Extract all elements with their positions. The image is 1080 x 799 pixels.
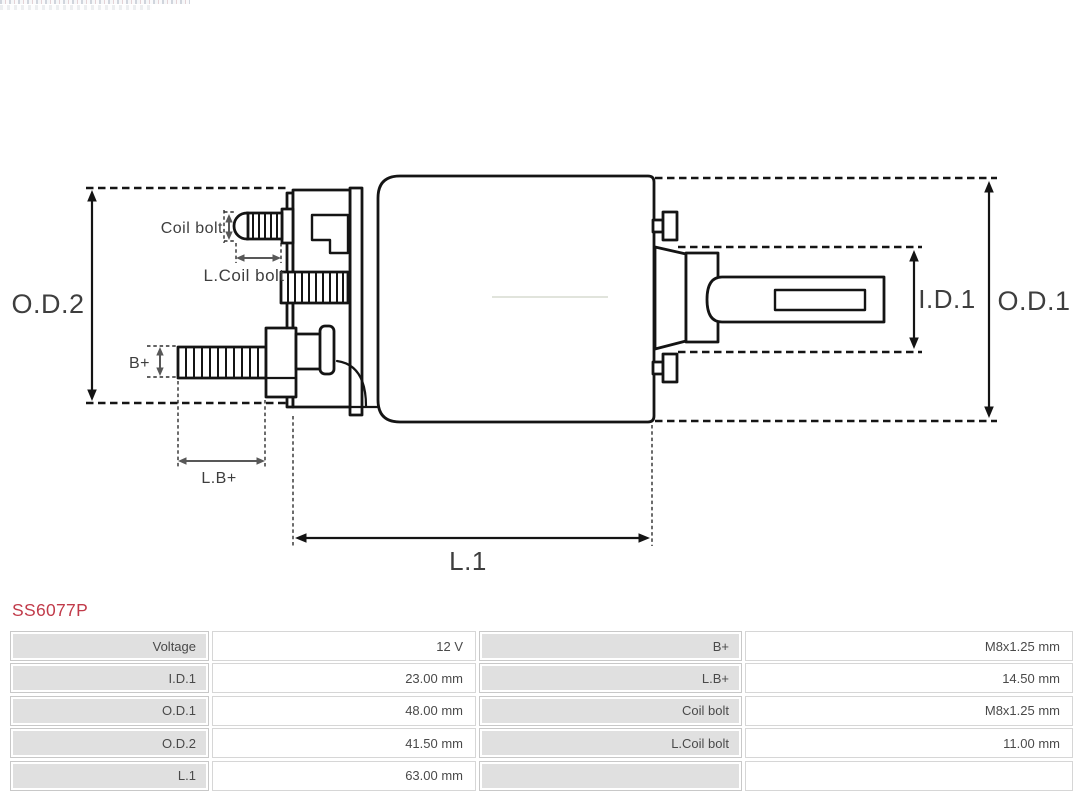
dim-label-od2: O.D.2 (11, 289, 85, 319)
spec-label-od2: O.D.2 (10, 728, 209, 758)
spec-value-od2: 41.50 mm (212, 728, 476, 758)
spec-label-bplus: B+ (479, 631, 742, 661)
spec-label-empty (479, 761, 742, 791)
spec-label-lbplus: L.B+ (479, 663, 742, 693)
dim-label-l-coil-bolt: L.Coil bolt (203, 266, 285, 285)
dim-label-l1: L.1 (449, 546, 487, 576)
dim-label-coil-bolt: Coil bolt (160, 220, 223, 237)
dimension-arrows-small (156, 214, 281, 465)
spec-label-od1: O.D.1 (10, 696, 209, 726)
spec-label-id1: I.D.1 (10, 663, 209, 693)
spec-value-empty (745, 761, 1073, 791)
spec-value-l1: 63.00 mm (212, 761, 476, 791)
spec-value-id1: 23.00 mm (212, 663, 476, 693)
part-number: SS6077P (12, 600, 89, 620)
spec-value-lbplus: 14.50 mm (745, 663, 1073, 693)
dim-label-od1: O.D.1 (997, 286, 1071, 316)
spec-value-coilbolt: M8x1.25 mm (745, 696, 1073, 726)
spec-value-voltage: 12 V (212, 631, 476, 661)
spec-label-coilbolt: Coil bolt (479, 696, 742, 726)
dim-label-l-b-plus: L.B+ (201, 470, 237, 487)
dim-label-b-plus: B+ (128, 355, 150, 372)
coil-terminal-bushing (281, 272, 348, 303)
dim-label-id1: I.D.1 (918, 284, 976, 314)
spec-value-od1: 48.00 mm (212, 696, 476, 726)
spec-label-l1: L.1 (10, 761, 209, 791)
spec-label-voltage: Voltage (10, 631, 209, 661)
spec-value-bplus: M8x1.25 mm (745, 631, 1073, 661)
spec-label-lcoilbolt: L.Coil bolt (479, 728, 742, 758)
spec-table (10, 631, 1073, 791)
spec-value-lcoilbolt: 11.00 mm (745, 728, 1073, 758)
plunger (655, 247, 884, 349)
coil-bolt-terminal (234, 209, 293, 243)
